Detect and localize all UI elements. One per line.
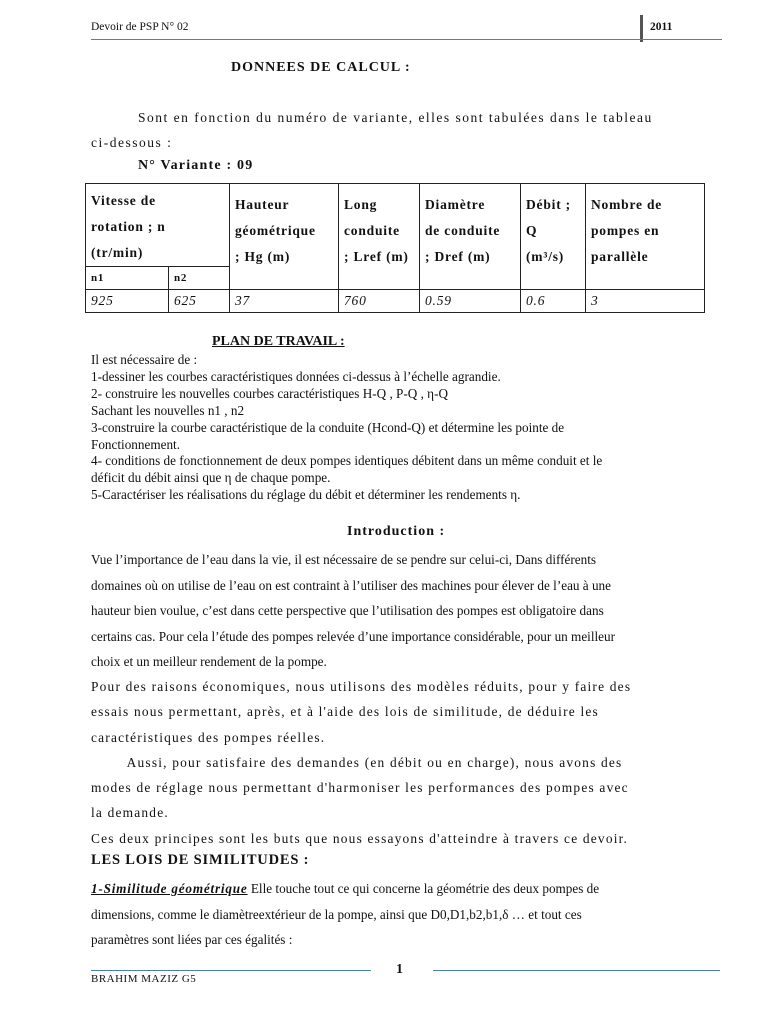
plan-list: [91, 352, 731, 504]
plan-line: déficit du débit ainsi que η de chaque pompe.: [91, 470, 331, 486]
header-hauteur: Hauteur géométrique ; Hg (m): [230, 184, 339, 290]
intro-paragraph-1: Vue l’importance de l’eau dans la vie, il est nécessaire de se pendre sur celui-ci, Dans différents domaines où on utilise de l’eau on est contraint à l’utiliser des machines pour élever de l’eau à une hauteur bien voulue, c’est dans cette perspective que l’utilisation des pompes est obligatoire dans certains cas. Pour cela l’étude des pompes relevée d’une importance considérable, pour un meilleur choix et un meilleur rendement de la pompe.: [91, 552, 615, 669]
footer-author: BRAHIM MAZIZ G5: [91, 973, 197, 985]
header-long: Long conduite ; Lref (m): [339, 184, 420, 290]
value-nombre: 3: [586, 290, 705, 313]
page-number: 1: [396, 962, 403, 977]
header-nombre: Nombre de pompes en parallèle: [586, 184, 705, 290]
header-vitesse: Vitesse de rotation ; n (tr/min): [86, 184, 230, 267]
header-diametre: Diamètre de conduite ; Dref (m): [420, 184, 521, 290]
value-hg: 37: [230, 290, 339, 313]
donnees-line-1: Sont en fonction du numéro de variante, elles sont tabulées dans le tableau: [138, 110, 653, 125]
n2-label: n2: [169, 267, 230, 290]
plan-line: 5-Caractériser les réalisations du réglage du débit et déterminer les rendements η.: [91, 487, 521, 503]
plan-line: Il est nécessaire de :: [91, 352, 198, 367]
value-n2: 625: [169, 290, 230, 313]
value-dref: 0.59: [420, 290, 521, 313]
similitude-label: 1-Similitude géométrique: [91, 881, 248, 896]
intro-paragraph-2: Pour des raisons économiques, nous utilisons des modèles réduits, pour y faire des essais nous permettant, après, et à l'aide des lois de similitude, de déduire les caractéristiques des pompes réelles. Aussi, pour satisfaire des demandes (en débit ou en charge), nous avons des modes de réglage nous permettant d'harmoniser les performances des pompes avec la demande. Ces deux principes sont les buts que nous essayons d'atteindre à travers ce devoir.: [91, 679, 632, 846]
plan-line: 1-dessiner les courbes caractéristiques données ci-dessus à l’échelle agrandie.: [91, 368, 501, 384]
value-q: 0.6: [521, 290, 586, 313]
donnees-title: DONNEES DE CALCUL :: [231, 60, 411, 75]
header-debit: Débit ; Q (m³/s): [521, 184, 586, 290]
plan-line: 4- conditions de fonctionnement de deux pompes identiques débitent dans un même conduit et le: [91, 453, 603, 469]
data-table: [85, 183, 705, 313]
plan-line: Sachant les nouvelles n1 , n2: [91, 402, 245, 418]
value-lref: 760: [339, 290, 420, 313]
plan-line: 3-construire la courbe caractéristique de la conduite (Hcond-Q) et détermine les pointe de: [91, 419, 565, 435]
plan-title: PLAN DE TRAVAIL :: [212, 334, 345, 349]
lois-title: LES LOIS DE SIMILITUDES :: [91, 852, 310, 868]
variante-label: N° Variante : 09: [138, 158, 254, 173]
footer-rule-right: [433, 970, 720, 971]
donnees-line-2: ci-dessous :: [91, 135, 173, 150]
n1-label: n1: [86, 267, 169, 290]
plan-line: Fonctionnement.: [91, 436, 181, 452]
header-divider: [640, 15, 643, 42]
header-year: 2011: [650, 21, 673, 33]
footer-rule-left: [91, 970, 371, 971]
similitude-paragraph: 1-Similitude géométrique Elle touche tout ce qui concerne la géométrie des deux pompes de dimensions, comme le diamètreextérieur de la pompe, ainsi que D0,D1,b2,b1,δ … et tout ces paramètres sont liées par ces égalités :: [91, 881, 600, 947]
value-n1: 925: [86, 290, 169, 313]
header-doc-title: Devoir de PSP N° 02: [91, 21, 189, 33]
intro-title: Introduction :: [347, 524, 446, 539]
header-rule: [91, 39, 722, 40]
plan-line: 2- construire les nouvelles courbes caractéristiques H-Q , P-Q , η-Q: [91, 385, 448, 401]
